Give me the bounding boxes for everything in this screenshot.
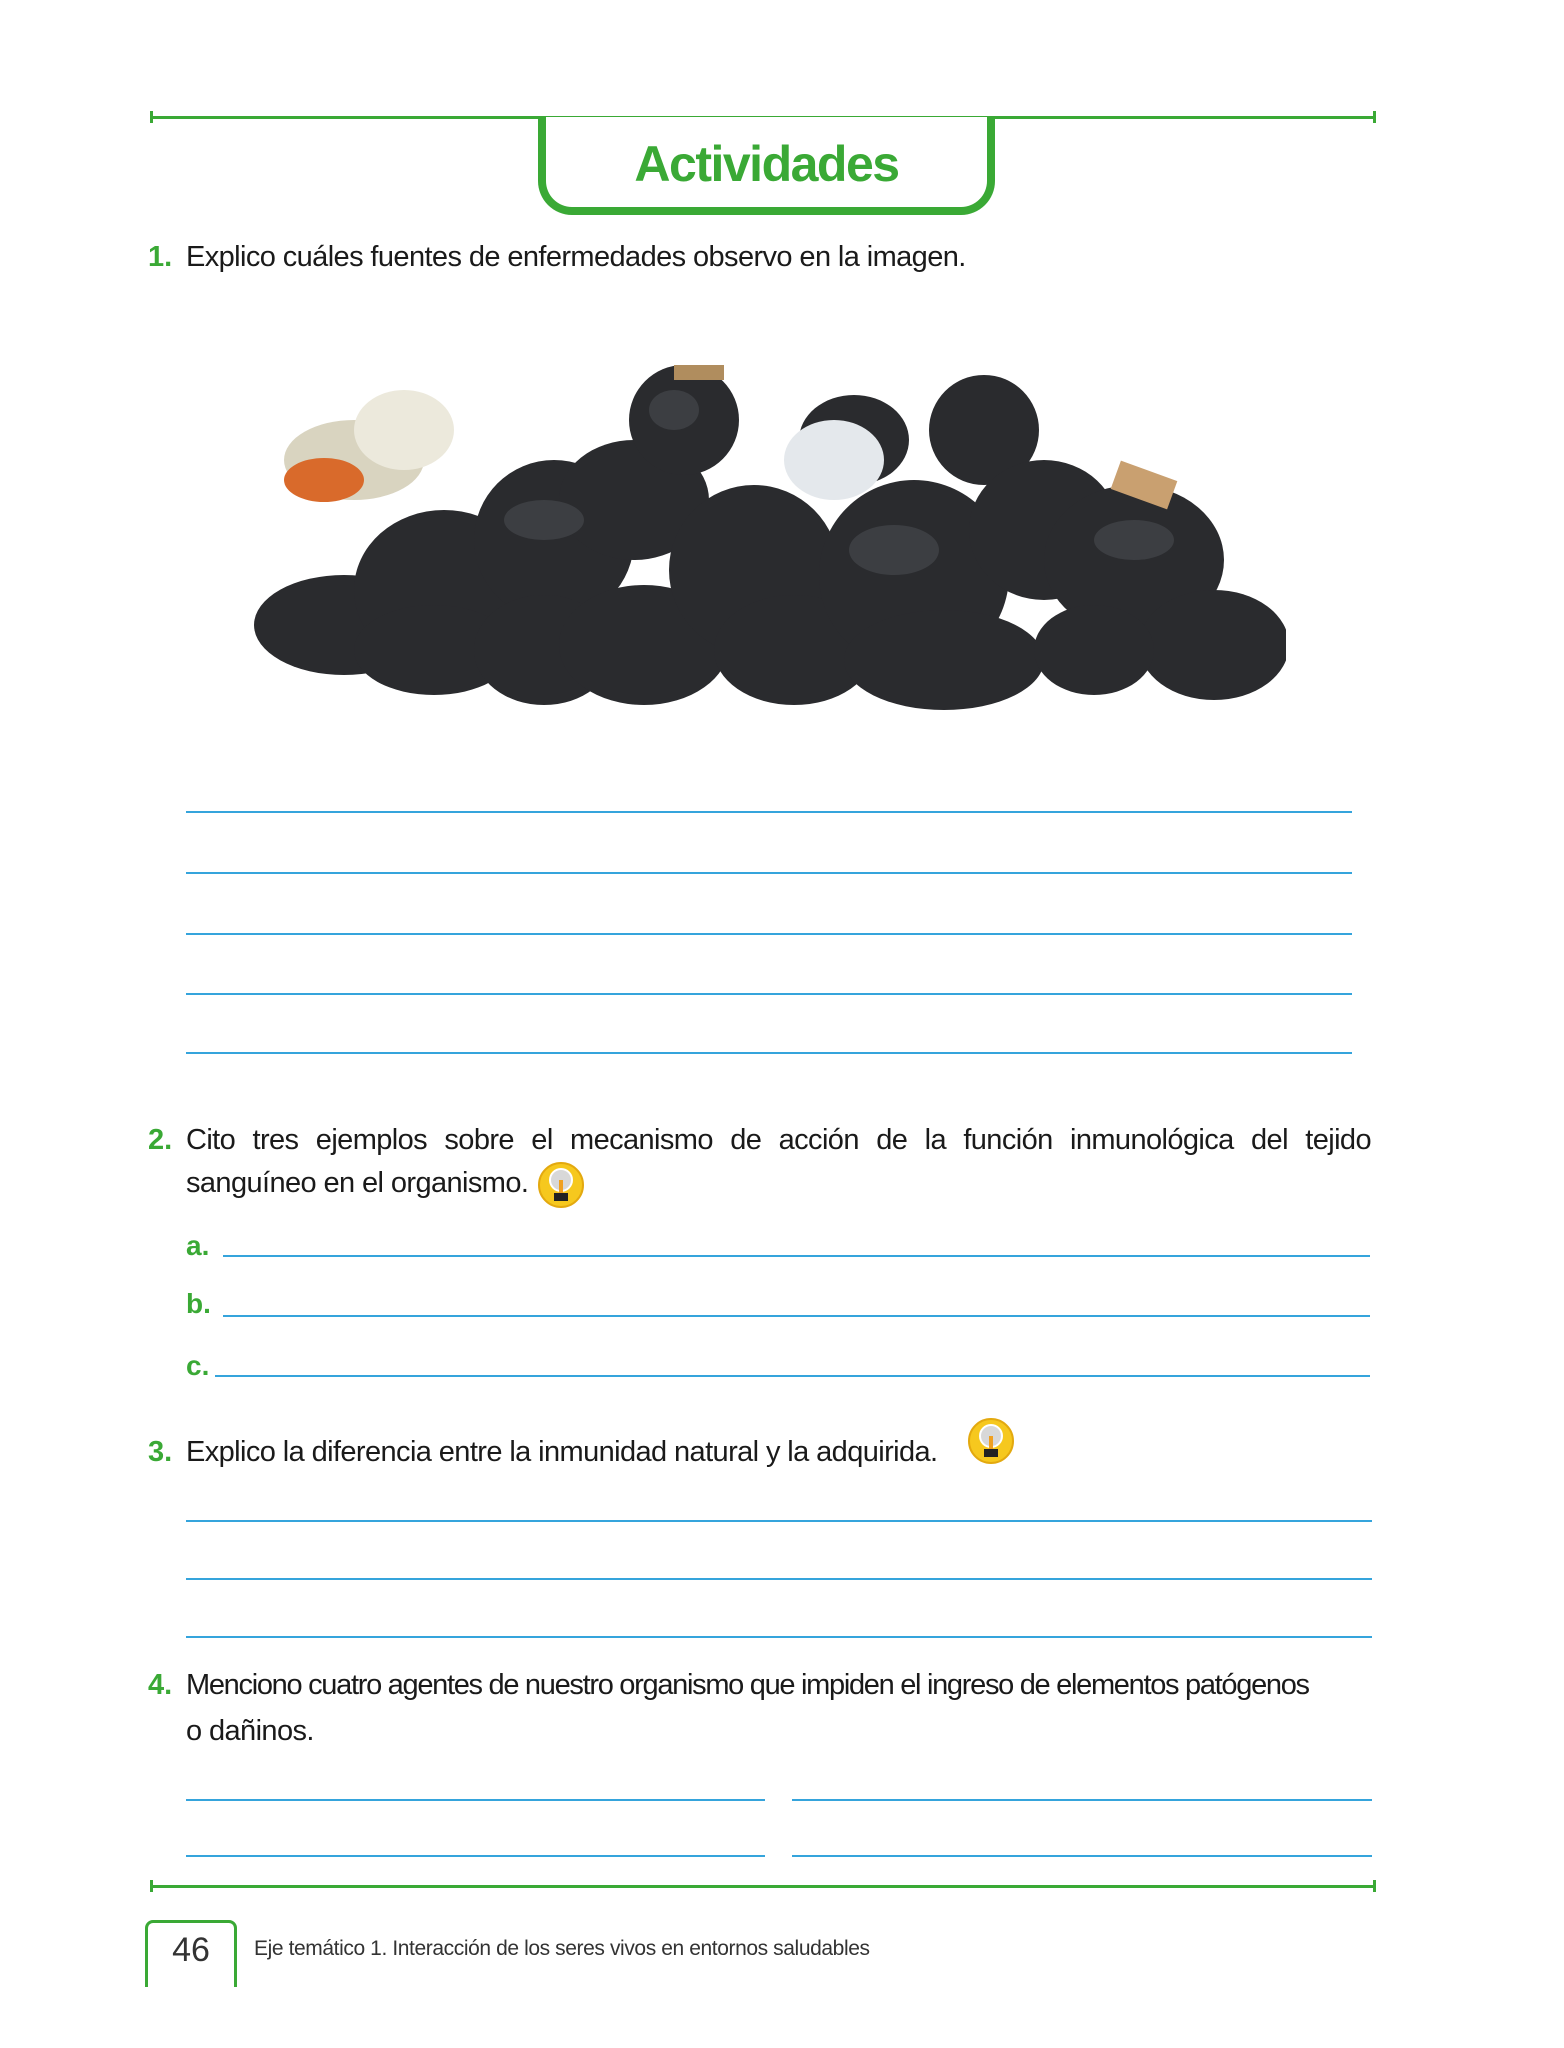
item-c-label: c. — [186, 1350, 210, 1381]
answer-line[interactable] — [792, 1855, 1372, 1857]
top-rule-left-cap — [150, 111, 153, 123]
answer-line-c[interactable] — [215, 1375, 1370, 1377]
question-2-number: 2. — [148, 1124, 173, 1156]
answer-line[interactable] — [186, 993, 1352, 995]
answer-line[interactable] — [186, 1578, 1372, 1580]
question-4-text-line1: Menciono cuatro agentes de nuestro organismo que impiden el ingreso de elementos patógenos — [186, 1669, 1309, 1701]
question-2-text-line2: sanguíneo en el organismo. — [186, 1167, 529, 1199]
answer-line[interactable] — [186, 1520, 1372, 1522]
page-number: 46 — [172, 1931, 210, 1969]
answer-line[interactable] — [186, 1855, 765, 1857]
bottom-rule-right-cap — [1373, 1880, 1376, 1892]
question-3-number: 3. — [148, 1436, 173, 1468]
question-2-text-line1: Cito tres ejemplos sobre el mecanismo de acción de la función inmunológica del tejido — [186, 1124, 1371, 1156]
answer-line[interactable] — [186, 1799, 765, 1801]
page-title: Actividades — [634, 136, 899, 192]
answer-line[interactable] — [186, 1636, 1372, 1638]
question-4-text-line2: o dañinos. — [186, 1715, 314, 1747]
answer-line-a[interactable] — [223, 1255, 1370, 1257]
lightbulb-icon — [538, 1162, 584, 1208]
answer-line[interactable] — [186, 1052, 1352, 1054]
footer-chapter-title: Eje temático 1. Interacción de los seres vivos en entornos saludables — [254, 1937, 870, 1960]
top-rule-right-cap — [1373, 111, 1376, 123]
answer-line-b[interactable] — [223, 1315, 1370, 1317]
lightbulb-icon — [968, 1418, 1014, 1464]
item-b-label: b. — [186, 1288, 211, 1319]
section-header-tab — [538, 117, 995, 215]
answer-line[interactable] — [792, 1799, 1372, 1801]
bottom-rule — [150, 1885, 1375, 1888]
answer-line[interactable] — [186, 872, 1352, 874]
question-1-number: 1. — [148, 241, 173, 273]
bottom-rule-left-cap — [150, 1880, 153, 1892]
answer-line[interactable] — [186, 811, 1352, 813]
page-number-box — [145, 1920, 237, 1987]
question-1-text: Explico cuáles fuentes de enfermedades observo en la imagen. — [186, 241, 966, 273]
question-4-number: 4. — [148, 1669, 173, 1701]
answer-line[interactable] — [186, 933, 1352, 935]
question-3-text: Explico la diferencia entre la inmunidad natural y la adquirida. — [186, 1436, 938, 1468]
item-a-label: a. — [186, 1230, 210, 1261]
garbage-bags-image — [254, 360, 1286, 716]
